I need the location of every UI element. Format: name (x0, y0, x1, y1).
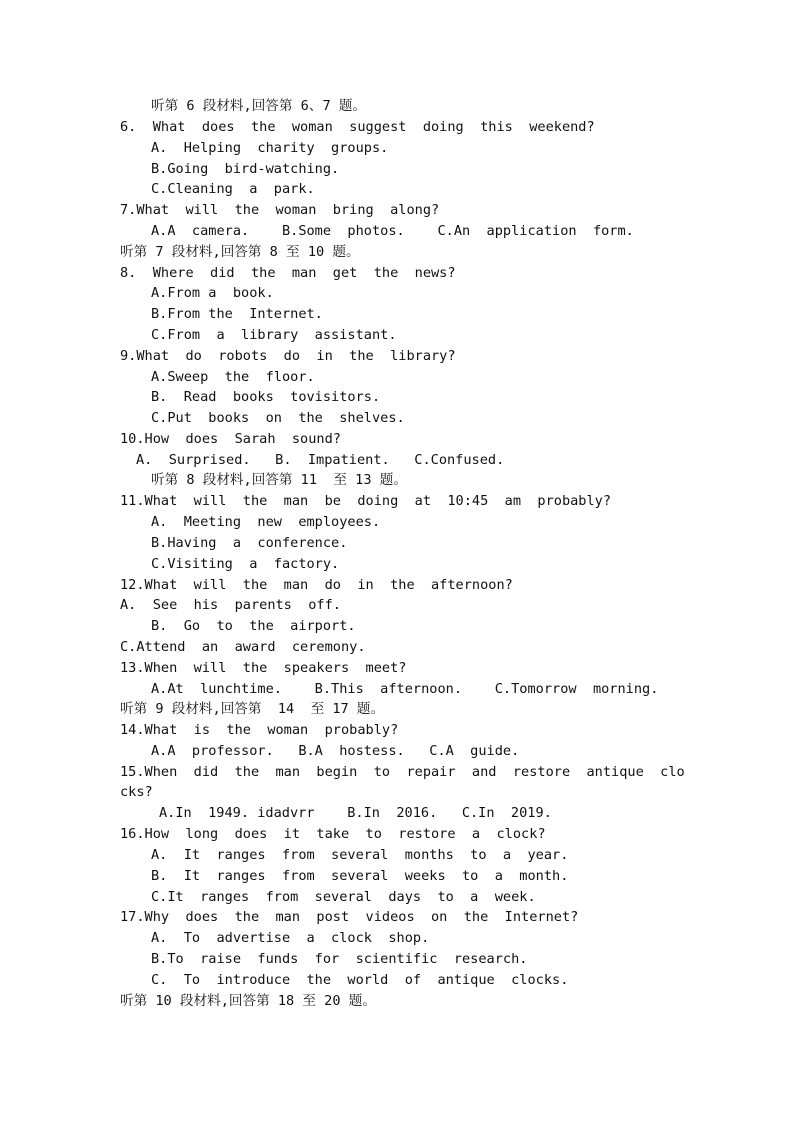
question-11: 11.What will the man be doing at 10:45 am probably? (120, 493, 612, 509)
section-6-instruction: 听第 6 段材料,回答第 6、7 题。 (151, 98, 367, 114)
question-8: 8. Where did the man get the news? (120, 265, 456, 281)
question-12: 12.What will the man do in the afternoon? (120, 577, 513, 593)
option-12c: C.Attend an award ceremony. (120, 639, 366, 655)
option-9c: C.Put books on the shelves. (151, 410, 405, 426)
question-7: 7.What will the woman bring along? (120, 202, 440, 218)
option-8b: B.From the Internet. (151, 306, 323, 322)
options-10: A. Surprised. B. Impatient. C.Confused. (136, 452, 505, 468)
option-12a: A. See his parents off. (120, 597, 341, 613)
section-7-instruction: 听第 7 段材料,回答第 8 至 10 题。 (120, 244, 360, 260)
option-6a: A. Helping charity groups. (151, 140, 389, 156)
question-6: 6. What does the woman suggest doing this weekend? (120, 119, 595, 135)
section-8-instruction: 听第 8 段材料,回答第 11 至 13 题。 (151, 472, 407, 488)
options-14: A.A professor. B.A hostess. C.A guide. (151, 743, 520, 759)
option-9a: A.Sweep the floor. (151, 369, 315, 385)
question-16: 16.How long does it take to restore a clock? (120, 826, 546, 842)
question-15-wrap: cks? (120, 784, 153, 800)
options-7: A.A camera. B.Some photos. C.An application form. (151, 223, 634, 239)
option-11c: C.Visiting a factory. (151, 556, 340, 572)
question-13: 13.When will the speakers meet? (120, 660, 407, 676)
option-16c: C.It ranges from several days to a week. (151, 889, 536, 905)
question-15: 15.When did the man begin to repair and restore antique clo (120, 764, 685, 780)
question-14: 14.What is the woman probably? (120, 722, 399, 738)
options-15: A.In 1949. idadvrr B.In 2016. C.In 2019. (159, 805, 552, 821)
option-9b: B. Read books tovisitors. (151, 389, 381, 405)
option-17c: C. To introduce the world of antique clocks. (151, 972, 569, 988)
question-10: 10.How does Sarah sound? (120, 431, 341, 447)
section-10-instruction: 听第 10 段材料,回答第 18 至 20 题。 (120, 993, 376, 1009)
option-17a: A. To advertise a clock shop. (151, 930, 430, 946)
options-13: A.At lunchtime. B.This afternoon. C.Tomorrow morning. (151, 681, 659, 697)
option-11b: B.Having a conference. (151, 535, 348, 551)
option-6b: B.Going bird-watching. (151, 161, 340, 177)
option-8a: A.From a book. (151, 285, 274, 301)
option-16b: B. It ranges from several weeks to a month. (151, 868, 569, 884)
question-9: 9.What do robots do in the library? (120, 348, 456, 364)
option-17b: B.To raise funds for scientific research. (151, 951, 528, 967)
option-16a: A. It ranges from several months to a year. (151, 847, 569, 863)
option-11a: A. Meeting new employees. (151, 514, 381, 530)
option-6c: C.Cleaning a park. (151, 181, 315, 197)
option-8c: C.From a library assistant. (151, 327, 397, 343)
section-9-instruction: 听第 9 段材料,回答第 14 至 17 题。 (120, 701, 385, 717)
question-17: 17.Why does the man post videos on the Internet? (120, 909, 579, 925)
option-12b: B. Go to the airport. (151, 618, 356, 634)
